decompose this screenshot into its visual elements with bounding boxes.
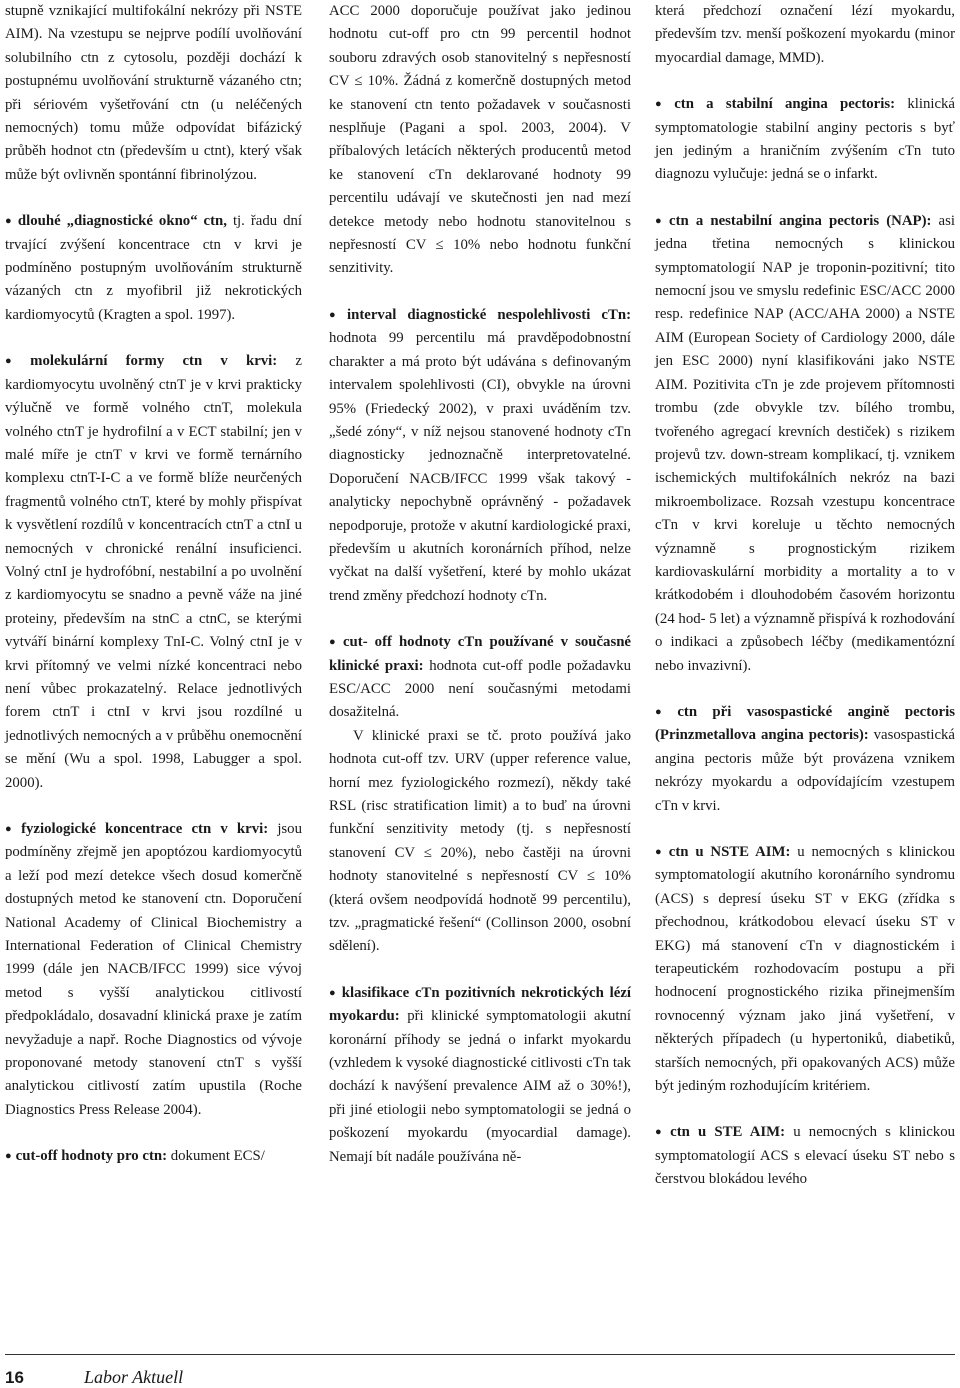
bullet-text: jsou podmíněny zřejmě jen apoptózou kardiomyocytů a leží pod mezí detekce všech dosud komerčně dostupných metod ke stanovení ctn. Doporučení National Academy of Clinical Biochemistry a International Federation of Clinical Chemistry 1999 (dále jen NACB/IFCC 1999) sice vývoj metod s vyšší analytickou citlivostí předpokládalo, dosavadní klinická praxe je zatím nevyžaduje a např. Roche Diagnostics od vývoje proponované metody stanovení ctnT s vyšší analytickou citlivostí zatím upustila (Roche Diagnostics Press Release 2004).	[5, 821, 302, 1118]
column-3	[655, 0, 955, 1192]
bullet-text: hodnota 99 percentilu má pravděpodobnostní charakter a má proto být udávána s definovaným intervalem spolehlivosti (CI), obvykle na úrovni 95% (Friedecký 2002), v praxi uváděním tzv. „šedé zóny“, v níž nejsou stanovené hodnoty cTn diagnosticky jednoznačně interpretovatelné. Doporučení NACB/IFCC 1999 však takový - analyticky nepochybně oprávněný - požadavek nepodporuje, protože v akutní kardiologické praxi, především u akutních koronárních příhod, nelze vyčkat na další vyšetření, které by mohlo ukázat trend změny předchozí hodnoty cTn.	[329, 330, 631, 604]
bullet-icon: ●	[329, 986, 338, 999]
bullet-heading: cut-off hodnoty pro ctn:	[15, 1148, 168, 1165]
bullet-item	[655, 210, 955, 678]
bullet-item	[655, 841, 955, 1098]
bullet-heading: ctn a nestabilní angina pectoris (NAP):	[669, 212, 932, 229]
paragraph: stupně vznikající multifokální nekrózy při NSTE AIM). Na vzestupu se nejprve podílí uvolňování solubilního ctn z cytosolu, později dochází k postupnému uvolňování strukturně vázaného ctn; při sériovém vyšetřování ctn (u neléčených nemocných) tomu může odpovídat bifázický průběh hodnot ctn (především u ctnt), který však může být ovlivněn spontánní fibrinolýzou.	[5, 3, 302, 183]
bullet-item	[5, 818, 302, 1122]
bullet-text: vasospastická angina pectoris může být provázena vznikem nekrózy myokardu a odpovídajícím vzestupem cTn v krvi.	[655, 727, 955, 814]
page-footer	[0, 1354, 960, 1388]
bullet-text: asi jedna třetina nemocných s klinickou symptomatologií NAP je troponin-pozitivní; tito nemocní jsou ve smyslu redefinic ESC/ACC 2000 resp. redefinice NAP (ACC/AHA 2000) a NSTE AIM (European Society of Cardiology 2000, dále jen ESC 2000) nyní klasifikováni jako NSTE AIM. Pozitivita cTn je zde projevem přítomnosti trombu (zde obvykle tzv. bílého trombu, tvořeného agregací krevních destiček) s rizikem projevů tzv. down-stream komplikací, tj. vznikem ischemických multifokálních nekróz na bazi mikroembolizace. Rozsah vzestupu koncentrace cTn v krvi koreluje u těchto nemocných významně s prognostickým rizikem kardiovaskulární morbidity a mortality a to v krátkodobém i dlouhodobém časovém horizontu (24 hod- 5 let) a významně přispívá k rozhodování o indikaci a způsobech léčby (medikamentózní nebo invazivní).	[655, 212, 955, 674]
bullet-heading: klasifikace cTn pozitivních nekrotických lézí myokardu:	[329, 984, 631, 1025]
bullet-text: z kardiomyocytu uvolněný ctnT je v krvi prakticky výlučně ve formě volného ctnT, molekula volného ctnT je hydrofilní a v ECT stabilní; jen v malé míře je ctnT v krvi ve formě ternárního komplexu ctnT-I-C a ve formě blíže neurčených fragmentů volného ctnT, které by mohly přispívat k vysvětlení rozdílů v koncentracích ctnT a ctnI u nemocných v chronické renální insuficienci. Volný ctnI je hydrofóbní, nestabilní a po uvolnění z kardiomyocytu se snadno a pevně váže na jiné proteiny, především na stnC a ctnC, se kterými vytváří binární komplexy TnI-C. Volný ctnI je v krvi přítomný ve velmi nízké koncentraci nebo není vůbec prokazatelný. Relace jednotlivých forem ctnT i ctnI v krvi jsou rozdílné u jednotlivých nemocných a v průběhu onemocnění se mění (Wu a spol. 1998, Labugger a spol. 2000).	[5, 353, 302, 791]
bullet-icon: ●	[5, 1150, 12, 1163]
column-2	[329, 0, 631, 1169]
bullet-item	[329, 631, 631, 725]
bullet-icon: ●	[5, 823, 18, 835]
bullet-item	[655, 701, 955, 818]
footer-rule	[5, 1354, 955, 1355]
column-1	[5, 0, 302, 1169]
bullet-heading: ctn a stabilní angina pectoris:	[674, 96, 896, 113]
bullet-heading: dlouhé „diagnostické okno“ ctn,	[17, 213, 227, 230]
bullet-text: klinická symptomatologie stabilní anginy pectoris s byť jen jediným a hraničním zvýšením cTn tuto diagnozu vylučuje: jedná se o infarkt.	[655, 96, 955, 183]
bullet-text: u nemocných s klinickou symptomatologií ACS s elevací úseku ST nebo s čerstvou blokádou levého	[655, 1124, 955, 1188]
bullet-icon: ●	[655, 214, 666, 227]
magazine-title: Labor Aktuell	[84, 1367, 184, 1387]
bullet-icon: ●	[655, 846, 665, 858]
bullet-icon: ●	[655, 98, 671, 111]
bullet-text: tj. řadu dní trvající zvýšení koncentrace ctn v krvi je podmíněno postupným uvolňováním strukturně vázaných ctn z myofibril již nekrotických kardiomyocytů (Kragten a spol. 1997).	[5, 213, 302, 323]
paragraph: ACC 2000 doporučuje používat jako jedinou hodnotu cut-off pro ctn 99 percentil hodnot souboru zdravých osob stanovitelný s nepřesností CV ≤ 10%. Žádná z komerčně dostupných metod ke stanovení ctn tento požadavek v současnosti nesplňuje (Pagani a spol. 2003, 2004). V příbalových letácích některých producentů metod ke stanovení cTn deklarované hodnoty 99 percentilu udávají ve skutečnosti jen nad mezí detekce metody nebo hodnotu stanovitelnou s nepřesností CV ≤ 10% nebo hodnotu funkční senzitivity.	[329, 3, 631, 277]
bullet-item	[5, 210, 302, 327]
page-number: 16	[5, 1368, 24, 1387]
bullet-icon: ●	[5, 215, 14, 228]
bullet-text: hodnota cut-off podle požadavku ESC/ACC 2000 není současnými metodami dosažitelná.	[329, 657, 631, 721]
paragraph: která předchozí označení lézí myokardu, především tzv. menší poškození myokardu (minor myocardial damage, MMD).	[655, 3, 955, 66]
bullet-heading: ctn u NSTE AIM:	[668, 844, 791, 860]
paragraph: V klinické praxi se tč. proto používá jako hodnota cut-off tzv. URV (upper reference value, horní mez fyziologického rozmezí), někdy také RSL (risc stratification limit) a to buď na úrovni funkční senzitivity metody (tj. s nepřesností stanovení CV ≤ 20%), nebo častěji na úrovni hodnoty stanovitelné s nepřesností CV ≤ 10% (která ovšem neodpovídá hodnotě 99 percentilu), tzv. „pragmatické řešení“ (Collinson 2000, osobní sdělení).	[329, 727, 631, 955]
bullet-item	[655, 93, 955, 187]
bullet-text: při klinické symptomatologii akutní koronární příhody se jedná o infarkt myokardu (vzhledem k vysoké diagnostické citlivosti cTn tak dochází k navýšení prevalence AIM až o 30%!), při jiné etiologii nebo symptomatologii se jedná o poškození myokardu (myocardial damage). Nemají bít nadále používána ně-	[329, 1008, 631, 1165]
bullet-item	[655, 1121, 955, 1191]
bullet-heading: fyziologické koncentrace ctn v krvi:	[21, 821, 269, 837]
bullet-heading: ctn u STE AIM:	[670, 1124, 786, 1141]
bullet-icon: ●	[5, 355, 27, 368]
bullet-item	[329, 982, 631, 1169]
bullet-item	[5, 1145, 302, 1168]
bullet-heading: interval diagnostické nespolehlivosti cTn:	[347, 306, 631, 323]
bullet-heading: molekulární formy ctn v krvi:	[30, 353, 278, 370]
bullet-text: dokument ECS/	[167, 1148, 265, 1165]
bullet-icon: ●	[655, 1126, 667, 1139]
bullet-icon: ●	[329, 308, 344, 321]
bullet-item	[5, 350, 302, 795]
bullet-icon: ●	[329, 636, 339, 649]
bullet-item	[329, 304, 631, 608]
bullet-heading: ctn při vasospastické angině pectoris (Prinzmetallova angina pectoris):	[655, 703, 955, 744]
bullet-text: u nemocných s klinickou symptomatologií akutního koronárního syndromu (ACS) s depresí úseku ST v EKG (zřídka s přechodnou, krátkodobou elevací úseku ST v EKG) má stanovení cTn v diagnostickém i terapeutickém rozhodovacím postupu a při hodnocení prognostického rizika přinejmenším rovnocenný význam jako jiná vyšetření, v některých případech (u hypertoniků, diabetiků, starších nemocných, při opakovaných ACS) může být jediným rozhodujícím kritériem.	[655, 844, 955, 1095]
bullet-icon: ●	[655, 705, 674, 718]
bullet-heading: cut- off hodnoty cTn používané v současné klinické praxi:	[329, 634, 631, 674]
